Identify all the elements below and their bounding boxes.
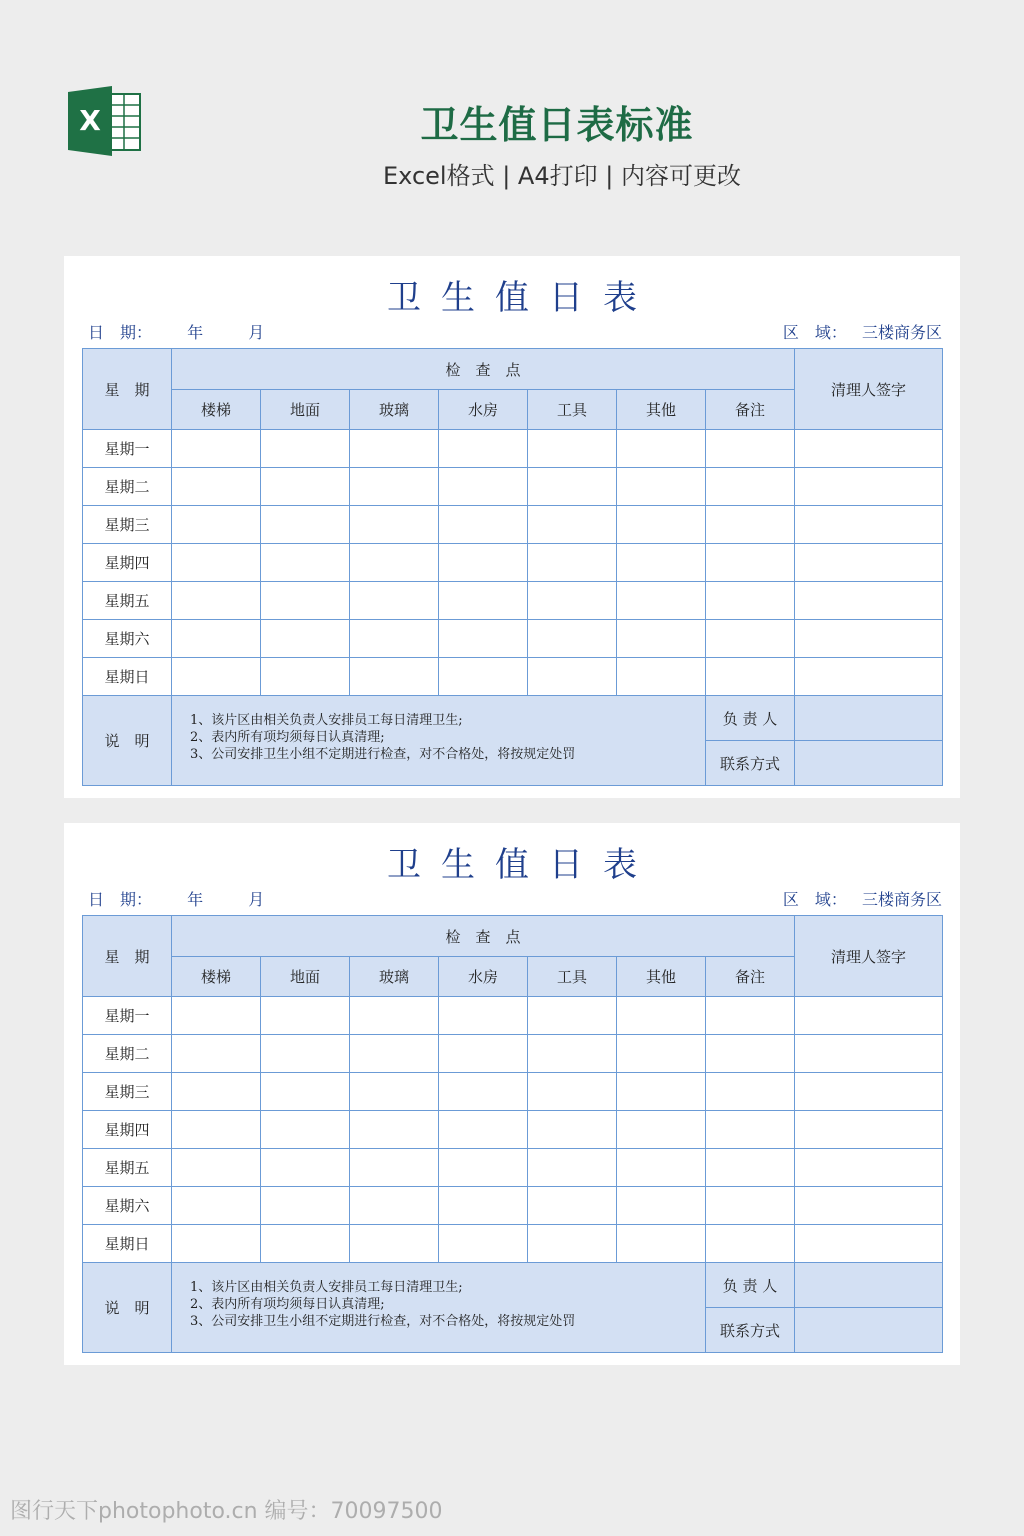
table-row	[83, 506, 943, 544]
check-cell[interactable]	[261, 620, 350, 658]
table-row	[83, 468, 943, 506]
page-title: 卫生值日表标准	[420, 103, 694, 147]
table-row	[83, 582, 943, 620]
responsible-field[interactable]	[795, 1263, 943, 1308]
check-cell[interactable]	[706, 582, 795, 620]
note-line: 2、表内所有项均须每日认真清理;	[190, 1297, 385, 1312]
check-cell[interactable]	[172, 658, 261, 696]
check-cell[interactable]	[261, 1111, 350, 1149]
check-cell[interactable]	[172, 1035, 261, 1073]
check-cell[interactable]	[172, 582, 261, 620]
check-cell[interactable]	[172, 1073, 261, 1111]
check-cell[interactable]	[617, 997, 706, 1035]
check-cell[interactable]	[350, 544, 439, 582]
note-label: 说 明	[83, 1263, 172, 1353]
checkpoint-header: 备注	[706, 957, 795, 997]
check-cell[interactable]	[172, 430, 261, 468]
table-row	[83, 997, 943, 1035]
table-row	[83, 1111, 943, 1149]
page-header	[0, 0, 1024, 230]
day-label: 星期日	[83, 658, 172, 696]
checkpoint-header: 玻璃	[350, 390, 439, 430]
check-cell[interactable]	[795, 506, 943, 544]
area-label: 区 域：	[782, 323, 847, 342]
check-cell[interactable]	[439, 658, 528, 696]
check-cell[interactable]	[706, 1073, 795, 1111]
check-cell[interactable]	[617, 430, 706, 468]
check-cell[interactable]	[617, 1187, 706, 1225]
date-field	[88, 887, 264, 910]
area-field	[783, 320, 942, 343]
weekday-header: 星 期	[83, 349, 172, 430]
note-line: 3、公司安排卫生小组不定期进行检查，对不合格处，将按规定处罚	[190, 747, 576, 762]
check-cell[interactable]	[528, 1225, 617, 1263]
table-row	[83, 620, 943, 658]
note-line: 1、该片区由相关负责人安排员工每日清理卫生;	[190, 713, 463, 728]
day-label: 星期四	[83, 544, 172, 582]
note-line: 3、公司安排卫生小组不定期进行检查，对不合格处，将按规定处罚	[190, 1314, 576, 1329]
check-cell[interactable]	[706, 1035, 795, 1073]
check-cell[interactable]	[706, 1187, 795, 1225]
check-cell[interactable]	[617, 1035, 706, 1073]
check-cell[interactable]	[261, 1073, 350, 1111]
check-cell[interactable]	[439, 1035, 528, 1073]
check-cell[interactable]	[795, 1225, 943, 1263]
check-cell[interactable]	[706, 1225, 795, 1263]
check-cell[interactable]	[439, 1187, 528, 1225]
check-cell[interactable]	[350, 468, 439, 506]
checkpoint-header: 玻璃	[350, 957, 439, 997]
check-cell[interactable]	[439, 544, 528, 582]
check-cell[interactable]	[706, 506, 795, 544]
check-cell[interactable]	[617, 544, 706, 582]
check-cell[interactable]	[795, 1035, 943, 1073]
table-row	[83, 1187, 943, 1225]
check-cell[interactable]	[528, 620, 617, 658]
checkpoint-header: 其他	[617, 957, 706, 997]
table-row	[83, 1149, 943, 1187]
checkpoint-header: 工具	[528, 390, 617, 430]
check-cell[interactable]	[617, 468, 706, 506]
check-cell[interactable]	[528, 582, 617, 620]
check-cell[interactable]	[528, 1111, 617, 1149]
weekday-header: 星 期	[83, 916, 172, 997]
check-cell[interactable]	[439, 620, 528, 658]
check-cell[interactable]	[261, 582, 350, 620]
checkpoint-header: 备注	[706, 390, 795, 430]
check-cell[interactable]	[261, 1225, 350, 1263]
check-cell[interactable]	[528, 997, 617, 1035]
check-cell[interactable]	[172, 620, 261, 658]
check-cell[interactable]	[528, 430, 617, 468]
table-row	[83, 1035, 943, 1073]
check-cell[interactable]	[617, 1111, 706, 1149]
check-cell[interactable]	[706, 544, 795, 582]
responsible-label: 负 责 人	[706, 1263, 795, 1308]
checkpoints-header: 检 查 点	[172, 349, 795, 390]
contact-field[interactable]	[795, 1308, 943, 1353]
table-row	[83, 658, 943, 696]
checkpoint-header: 工具	[528, 957, 617, 997]
check-cell[interactable]	[350, 582, 439, 620]
check-cell[interactable]	[706, 997, 795, 1035]
check-cell[interactable]	[172, 468, 261, 506]
check-cell[interactable]	[439, 468, 528, 506]
contact-label: 联系方式	[706, 1308, 795, 1353]
check-cell[interactable]	[172, 1111, 261, 1149]
check-cell[interactable]	[439, 1111, 528, 1149]
contact-field[interactable]	[795, 741, 943, 786]
check-cell[interactable]	[528, 544, 617, 582]
check-cell[interactable]	[261, 506, 350, 544]
check-cell[interactable]	[261, 544, 350, 582]
check-cell[interactable]	[617, 620, 706, 658]
check-cell[interactable]	[795, 1187, 943, 1225]
checkpoints-header: 检 查 点	[172, 916, 795, 957]
notes	[172, 1263, 706, 1353]
check-cell[interactable]	[350, 620, 439, 658]
day-label: 星期四	[83, 1111, 172, 1149]
duty-sheet	[64, 823, 960, 1365]
table-row	[83, 430, 943, 468]
check-cell[interactable]	[350, 1187, 439, 1225]
check-cell[interactable]	[261, 1035, 350, 1073]
date-field	[88, 320, 264, 343]
day-label: 星期日	[83, 1225, 172, 1263]
check-cell[interactable]	[172, 997, 261, 1035]
check-cell[interactable]	[439, 997, 528, 1035]
checkpoint-header: 水房	[439, 390, 528, 430]
day-label: 星期一	[83, 430, 172, 468]
check-cell[interactable]	[439, 1149, 528, 1187]
month-label: 月	[248, 890, 265, 909]
check-cell[interactable]	[528, 468, 617, 506]
check-cell[interactable]	[617, 1225, 706, 1263]
responsible-field[interactable]	[795, 696, 943, 741]
check-cell[interactable]	[706, 468, 795, 506]
table-row	[83, 1073, 943, 1111]
check-cell[interactable]	[617, 658, 706, 696]
date-label: 日 期：	[88, 323, 153, 342]
check-cell[interactable]	[706, 1111, 795, 1149]
check-cell[interactable]	[261, 997, 350, 1035]
check-cell[interactable]	[795, 997, 943, 1035]
responsible-label: 负 责 人	[706, 696, 795, 741]
check-cell[interactable]	[706, 620, 795, 658]
check-cell[interactable]	[350, 1035, 439, 1073]
check-cell[interactable]	[795, 620, 943, 658]
check-cell[interactable]	[528, 1149, 617, 1187]
check-cell[interactable]	[795, 468, 943, 506]
checkpoint-header: 楼梯	[172, 390, 261, 430]
check-cell[interactable]	[706, 658, 795, 696]
signature-header: 清理人签字	[795, 916, 943, 997]
checkpoint-header: 地面	[261, 957, 350, 997]
check-cell[interactable]	[617, 582, 706, 620]
area-value: 三楼商务区	[861, 323, 942, 342]
contact-label: 联系方式	[706, 741, 795, 786]
year-label: 年	[187, 323, 204, 342]
check-cell[interactable]	[350, 1111, 439, 1149]
check-cell[interactable]	[439, 430, 528, 468]
check-cell[interactable]	[528, 658, 617, 696]
check-cell[interactable]	[439, 1073, 528, 1111]
checkpoint-header: 其他	[617, 390, 706, 430]
checkpoint-header: 楼梯	[172, 957, 261, 997]
check-cell[interactable]	[617, 506, 706, 544]
day-label: 星期五	[83, 582, 172, 620]
check-cell[interactable]	[350, 658, 439, 696]
day-label: 星期三	[83, 1073, 172, 1111]
area-field	[783, 887, 942, 910]
day-label: 星期二	[83, 468, 172, 506]
check-cell[interactable]	[172, 1225, 261, 1263]
signature-header: 清理人签字	[795, 349, 943, 430]
day-label: 星期六	[83, 620, 172, 658]
sheet-title: 卫生值日表	[387, 278, 657, 318]
check-cell[interactable]	[350, 506, 439, 544]
check-cell[interactable]	[261, 430, 350, 468]
check-cell[interactable]	[795, 1111, 943, 1149]
check-cell[interactable]	[795, 544, 943, 582]
check-cell[interactable]	[172, 544, 261, 582]
day-label: 星期二	[83, 1035, 172, 1073]
area-value: 三楼商务区	[861, 890, 942, 909]
check-cell[interactable]	[617, 1149, 706, 1187]
check-cell[interactable]	[350, 997, 439, 1035]
check-cell[interactable]	[172, 506, 261, 544]
date-label: 日 期：	[88, 890, 153, 909]
duty-table	[82, 348, 943, 786]
notes	[172, 696, 706, 786]
check-cell[interactable]	[528, 1187, 617, 1225]
watermark: 图行天下photophoto.cn 编号：70097500	[10, 1499, 443, 1524]
sheet-title: 卫生值日表	[387, 845, 657, 885]
check-cell[interactable]	[706, 430, 795, 468]
check-cell[interactable]	[350, 430, 439, 468]
check-cell[interactable]	[795, 1149, 943, 1187]
check-cell[interactable]	[261, 1149, 350, 1187]
check-cell[interactable]	[795, 658, 943, 696]
month-label: 月	[248, 323, 265, 342]
check-cell[interactable]	[528, 1035, 617, 1073]
check-cell[interactable]	[350, 1149, 439, 1187]
check-cell[interactable]	[261, 1187, 350, 1225]
check-cell[interactable]	[706, 1149, 795, 1187]
check-cell[interactable]	[439, 506, 528, 544]
check-cell[interactable]	[795, 582, 943, 620]
check-cell[interactable]	[261, 468, 350, 506]
check-cell[interactable]	[439, 1225, 528, 1263]
day-label: 星期五	[83, 1149, 172, 1187]
check-cell[interactable]	[528, 506, 617, 544]
checkpoint-header: 地面	[261, 390, 350, 430]
excel-icon-letter: X	[79, 104, 101, 137]
year-label: 年	[187, 890, 204, 909]
check-cell[interactable]	[795, 1073, 943, 1111]
note-line: 2、表内所有项均须每日认真清理;	[190, 730, 385, 745]
check-cell[interactable]	[172, 1187, 261, 1225]
check-cell[interactable]	[439, 582, 528, 620]
check-cell[interactable]	[617, 1073, 706, 1111]
check-cell[interactable]	[795, 430, 943, 468]
table-row	[83, 544, 943, 582]
note-label: 说 明	[83, 696, 172, 786]
table-row	[83, 1225, 943, 1263]
note-line: 1、该片区由相关负责人安排员工每日清理卫生;	[190, 1280, 463, 1295]
duty-table	[82, 915, 943, 1353]
checkpoint-header: 水房	[439, 957, 528, 997]
day-label: 星期三	[83, 506, 172, 544]
check-cell[interactable]	[350, 1073, 439, 1111]
day-label: 星期一	[83, 997, 172, 1035]
day-label: 星期六	[83, 1187, 172, 1225]
page-subtitle: Excel格式 | A4打印 | 内容可更改	[383, 162, 741, 190]
check-cell[interactable]	[528, 1073, 617, 1111]
check-cell[interactable]	[172, 1149, 261, 1187]
duty-sheet	[64, 256, 960, 798]
check-cell[interactable]	[261, 658, 350, 696]
check-cell[interactable]	[350, 1225, 439, 1263]
area-label: 区 域：	[782, 890, 847, 909]
